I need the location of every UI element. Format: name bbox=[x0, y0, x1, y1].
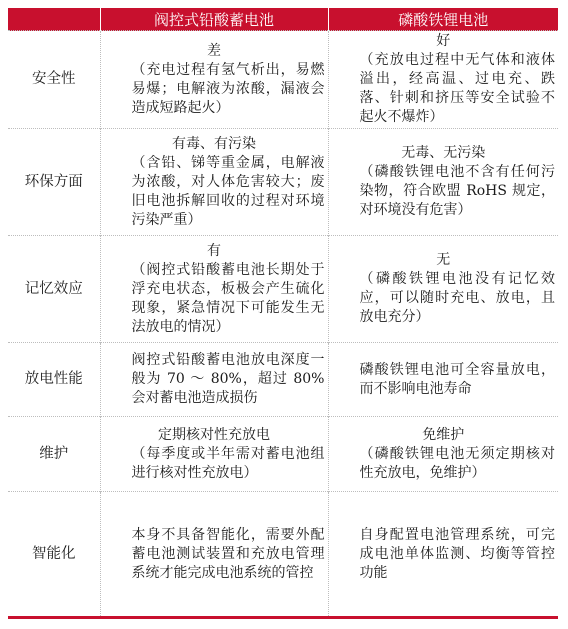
row-label: 记忆效应 bbox=[8, 236, 100, 343]
vrla-verdict: 差 bbox=[207, 42, 221, 59]
vrla-detail: 阀控式铅酸蓄电池放电深度一般为 70 ～ 80%，超过 80% 会对蓄电池造成损伤 bbox=[131, 352, 325, 406]
lfp-cell bbox=[328, 492, 558, 618]
comparison-table bbox=[8, 8, 558, 619]
vrla-cell bbox=[100, 492, 328, 618]
lfp-cell bbox=[328, 417, 558, 492]
vrla-verdict: 有毒、有污染 bbox=[172, 135, 256, 152]
row-label: 维护 bbox=[8, 417, 100, 492]
row-label: 环保方面 bbox=[8, 129, 100, 236]
lfp-verdict: 好 bbox=[436, 33, 451, 49]
vrla-detail: 本身不具备智能化，需要外配蓄电池测试装置和充放电管理系统才能完成电池系统的管控 bbox=[131, 526, 325, 581]
lfp-detail: （磷酸铁锂电池无须定期核对性充放电，免维护） bbox=[359, 445, 555, 481]
lfp-cell bbox=[328, 129, 558, 236]
vrla-detail: （充电过程有氢气析出，易燃易爆；电解液为浓酸，漏液会造成短路起火） bbox=[131, 61, 325, 116]
vrla-cell bbox=[100, 236, 328, 343]
vrla-cell bbox=[100, 343, 328, 417]
lfp-detail: 磷酸铁锂电池可全容量放电，而不影响电池寿命 bbox=[359, 361, 555, 397]
table-row bbox=[8, 31, 558, 129]
header-cell-blank bbox=[8, 8, 100, 31]
lfp-cell bbox=[328, 31, 558, 129]
vrla-detail: （含铅、锑等重金属，电解液为浓酸，对人体危害较大；废旧电池拆解回收的过程对环境污染严重） bbox=[131, 154, 325, 228]
table-row bbox=[8, 492, 558, 618]
vrla-cell bbox=[100, 417, 328, 492]
lfp-verdict: 无 bbox=[436, 252, 451, 268]
vrla-detail: （阀控式铅酸蓄电池长期处于浮充电状态，板极会产生硫化现象，紧急情况下可能发生无法放电的情况） bbox=[131, 261, 325, 335]
row-label: 安全性 bbox=[8, 31, 100, 129]
header-cell-vrla: 阀控式铅酸蓄电池 bbox=[100, 8, 328, 31]
vrla-verdict: 有 bbox=[207, 242, 221, 259]
lfp-verdict: 无毒、无污染 bbox=[401, 145, 486, 161]
vrla-cell bbox=[100, 129, 328, 236]
row-label: 智能化 bbox=[8, 492, 100, 618]
lfp-detail: （磷酸铁锂电池没有记忆效应，可以随时充电、放电，且放电充分） bbox=[359, 271, 555, 325]
lfp-cell bbox=[328, 343, 558, 417]
table-header-row bbox=[8, 8, 558, 31]
vrla-verdict: 定期核对性充放电 bbox=[158, 426, 270, 443]
lfp-detail: （充放电过程中无气体和液体溢出，经高温、过电充、跌落、针刺和挤压等安全试验不起火不爆炸） bbox=[359, 52, 555, 125]
row-label: 放电性能 bbox=[8, 343, 100, 417]
table-row bbox=[8, 343, 558, 417]
table-row bbox=[8, 417, 558, 492]
table-row bbox=[8, 129, 558, 236]
vrla-cell bbox=[100, 31, 328, 129]
header-cell-lfp: 磷酸铁锂电池 bbox=[328, 8, 558, 31]
vrla-detail: （每季度或半年需对蓄电池组进行核对性充放电） bbox=[131, 445, 325, 481]
lfp-detail: 自身配置电池管理系统，可完成电池单体监测、均衡等管控功能 bbox=[359, 526, 555, 581]
lfp-detail: （磷酸铁锂电池不含有任何污染物，符合欧盟 RoHS 规定，对环境没有危害） bbox=[359, 164, 555, 218]
lfp-verdict: 免维护 bbox=[422, 426, 465, 443]
lfp-cell bbox=[328, 236, 558, 343]
table-row bbox=[8, 236, 558, 343]
